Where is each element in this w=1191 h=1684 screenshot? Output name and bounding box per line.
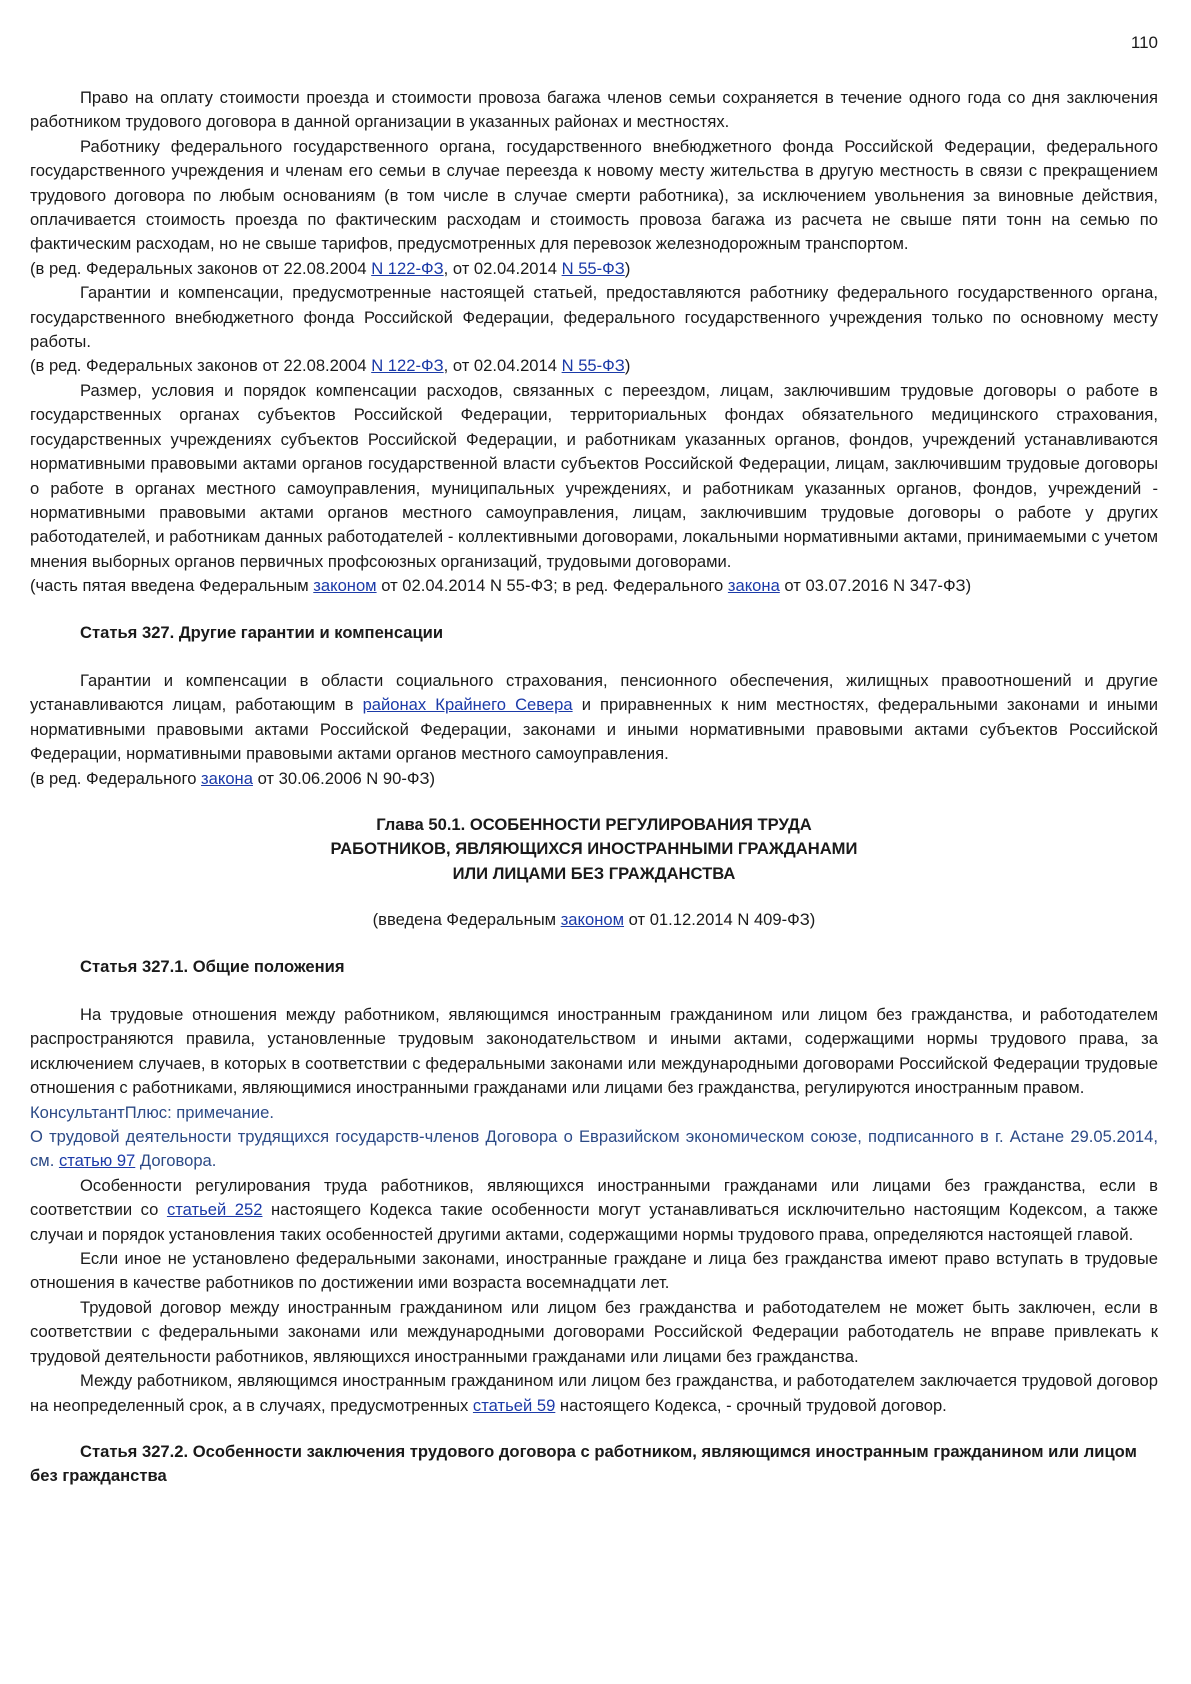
paragraph — [30, 669, 1158, 767]
article-97-link[interactable]: статью 97 — [58, 1151, 136, 1171]
revision-text: ) — [624, 258, 631, 278]
revision-note — [30, 354, 1158, 378]
revision-note — [30, 574, 1158, 598]
law-link[interactable]: закона — [727, 576, 780, 596]
revision-text: , от 02.04.2014 — [443, 258, 562, 278]
law-link[interactable]: N 55-ФЗ — [561, 356, 625, 376]
chapter-title-line: РАБОТНИКОВ, ЯВЛЯЮЩИХСЯ ИНОСТРАННЫМИ ГРАЖДАНАМИ — [330, 839, 858, 859]
consultant-note — [30, 1125, 1158, 1174]
revision-text: ) — [624, 356, 631, 376]
paragraph-text: Особенности регулирования труда работников, являющихся иностранными гражданами или лицами без гражданства, если в соответствии со — [30, 1175, 1158, 1220]
article-59-link[interactable]: статьей 59 — [472, 1395, 556, 1415]
revision-note — [30, 257, 1158, 281]
paragraph: Размер, условия и порядок компенсации расходов, связанных с переездом, лицам, заключившим трудовые договоры о работе в государственных органах субъектов Российской Федерации, территориальных фондах обязательного медицинского страхования, государственных учреждениях субъектов Российской Федерации, и работникам указанных органов, фондов, учреждений устанавливаются нормативными правовыми актами органов государственной власти субъектов Российской Федерации, лицам, заключившим трудовые договоры о работе в органах местного самоуправления, муниципальных учреждениях, и работникам указанных органов, фондов, учреждений - нормативными правовыми актами органов местного самоуправления, лицам, заключившим трудовые договоры о работе у других работодателей, и работникам данных работодателей - коллективными договорами, локальными нормативными актами, принимаемыми с учетом мнения выборных органов первичных профсоюзных организаций, трудовыми договорами. — [30, 380, 1158, 571]
law-link[interactable]: N 55-ФЗ — [561, 258, 625, 278]
far-north-link[interactable]: районах Крайнего Севера — [362, 695, 573, 715]
revision-text: (в ред. Федерального — [30, 768, 202, 788]
page-number: 110 — [1130, 33, 1158, 52]
intro-text: от 01.12.2014 N 409-ФЗ) — [624, 910, 816, 930]
chapter-intro-note — [30, 908, 1158, 932]
note-text: Договора. — [135, 1151, 217, 1171]
article-heading-327-1: Статья 327.1. Общие положения — [80, 956, 345, 976]
revision-text: (часть пятая введена Федеральным — [30, 576, 314, 596]
paragraph: Работнику федерального государственного органа, государственного внебюджетного фонда Российской Федерации, федерального государственного учреждения и членам его семьи в случае переезда к новому месту жительства в другую местность в связи с прекращением трудового договора по любым основаниям (в том числе в случае смерти работника), за исключением увольнения за виновные действия, оплачивается стоимость проезда по фактическим расходам и стоимость провоза багажа из расчета не свыше пяти тонн на семью по фактическим расходам, но не свыше тарифов, предусмотренных для перевозок железнодорожным транспортом. — [30, 136, 1158, 254]
law-link[interactable]: законом — [313, 576, 377, 596]
note-text: О трудовой деятельности трудящихся государств-членов Договора о Евразийском экономическом союзе, подписанного в г. Астане 29.05.2014, см. — [30, 1127, 1158, 1171]
consultant-note-heading: КонсультантПлюс: примечание. — [30, 1102, 275, 1122]
paragraph-text: настоящего Кодекса такие особенности могут устанавливаться исключительно настоящим Кодексом, а также случаи и порядок установления таких особенностей другими актами, содержащими нормы трудового права, определяются настоящей главой. — [30, 1200, 1158, 1244]
paragraph: Гарантии и компенсации, предусмотренные настоящей статьей, предоставляются работнику федерального государственного органа, государственного внебюджетного фонда Российской Федерации, федерального государственного учреждения только по основному месту работы. — [30, 283, 1158, 352]
intro-text: (введена Федеральным — [372, 910, 561, 930]
law-link[interactable]: законом — [560, 910, 625, 930]
revision-note — [30, 767, 1158, 791]
law-link[interactable]: N 122-ФЗ — [371, 258, 444, 278]
revision-text: от 03.07.2016 N 347-ФЗ) — [779, 576, 972, 596]
chapter-title-line: ИЛИ ЛИЦАМИ БЕЗ ГРАЖДАНСТВА — [452, 863, 736, 883]
document-body — [30, 86, 1158, 1489]
paragraph-text: настоящего Кодекса, - срочный трудовой договор. — [555, 1395, 947, 1415]
revision-text: , от 02.04.2014 — [443, 356, 562, 376]
revision-text: (в ред. Федеральных законов от 22.08.2004 — [30, 258, 372, 278]
chapter-title-line: Глава 50.1. ОСОБЕННОСТИ РЕГУЛИРОВАНИЯ ТРУДА — [376, 814, 812, 834]
paragraph — [30, 1174, 1158, 1247]
law-link[interactable]: N 122-ФЗ — [371, 356, 444, 376]
paragraph: Если иное не установлено федеральными законами, иностранные граждане и лица без гражданства имеют право вступать в трудовые отношения в качестве работников по достижении ими возраста восемнадцати лет. — [30, 1249, 1158, 1293]
revision-text: от 02.04.2014 N 55-ФЗ; в ред. Федерального — [376, 576, 728, 596]
article-heading-327: Статья 327. Другие гарантии и компенсации — [80, 622, 444, 642]
paragraph: Трудовой договор между иностранным гражданином или лицом без гражданства и работодателем не может быть заключен, если в соответствии с федеральными законами или международными договорами Российской Федерации работодатель не вправе привлекать к трудовой деятельности работников, являющихся иностранными гражданами или лицами без гражданства. — [30, 1297, 1158, 1366]
paragraph-text: и приравненных к ним местностях, федеральными законами и иными нормативными правовыми актами Российской Федерации, законами и иными нормативными правовыми актами субъектов Российской Федерации, нормативными правовыми актами органов местного самоуправления. — [30, 695, 1159, 764]
paragraph-text: Гарантии и компенсации в области социального страхования, пенсионного обеспечения, жилищных правоотношений и другие устанавливаются лицам, работающим в — [30, 670, 1158, 715]
revision-text: от 30.06.2006 N 90-ФЗ) — [252, 768, 436, 788]
article-heading-327-2: Статья 327.2. Особенности заключения трудового договора с работником, являющимся иностранным гражданином или лицом без гражданства — [30, 1441, 1137, 1486]
paragraph — [30, 1369, 1158, 1418]
article-252-link[interactable]: статьей 252 — [166, 1200, 263, 1220]
paragraph-text: Между работником, являющимся иностранным гражданином или лицом без гражданства, и работодателем заключается трудовой договор на неопределенный срок, а в случаях, предусмотренных — [30, 1371, 1158, 1415]
chapter-heading — [30, 813, 1158, 886]
law-link[interactable]: закона — [201, 768, 253, 788]
revision-text: (в ред. Федеральных законов от 22.08.2004 — [30, 356, 372, 376]
paragraph: Право на оплату стоимости проезда и стоимости провоза багажа членов семьи сохраняется в течение одного года со дня заключения работником трудового договора в данной организации в указанных районах и местностях. — [30, 88, 1158, 132]
paragraph: На трудовые отношения между работником, являющимся иностранным гражданином или лицом без гражданства, и работодателем распространяются правила, установленные трудовым законодательством и иными актами, содержащими нормы трудового права, за исключением случаев, в которых в соответствии с федеральными законами или международными договорами Российской Федерации трудовые отношения с работниками, являющимися иностранными гражданами или лицами без гражданства, регулируются иностранным правом. — [30, 1005, 1158, 1098]
